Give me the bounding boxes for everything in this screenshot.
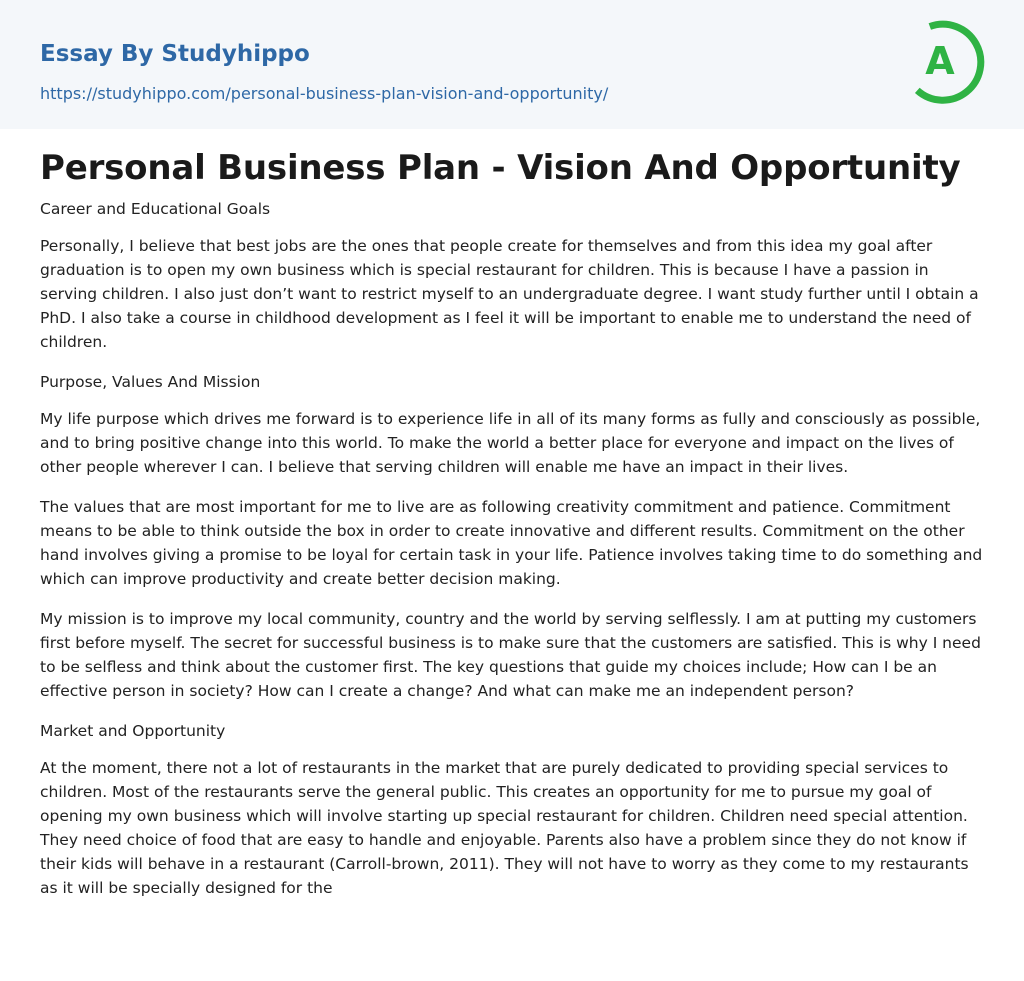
section-heading-market: Market and Opportunity — [40, 722, 226, 740]
site-header — [0, 0, 1024, 129]
source-url-link[interactable]: https://studyhippo.com/personal-business-plan-vision-and-opportunity/ — [40, 84, 609, 103]
studyhippo-logo-icon[interactable] — [912, 19, 988, 105]
section-heading-career: Career and Educational Goals — [40, 200, 271, 218]
section-heading-purpose: Purpose, Values And Mission — [40, 373, 261, 391]
brand-title[interactable]: Essay By Studyhippo — [40, 41, 310, 67]
paragraph-purpose: My life purpose which drives me forward is to experience life in all of its many forms as fully and consciously as possible, and to bring positive change into this world. To make the world a better place for everyone and impact on the lives of other people wherever I can. I believe that serving children will enable me have an impact in their lives. — [40, 410, 981, 476]
essay-content — [40, 145, 986, 900]
paragraph-values: The values that are most important for me to live are as following creativity commitment and patience. Commitment means to be able to think outside the box in order to create innovative and different results. Commitment on the other hand involves giving a promise to be loyal for certain task in your life. Patience involves taking time to do something and which can improve productivity and create better decision making. — [40, 498, 983, 588]
paragraph-mission: My mission is to improve my local community, country and the world by serving selflessly. I am at putting my customers first before myself. The secret for successful business is to make sure that the customers are satisfied. This is why I need to be selfless and think about the customer first. The key questions that guide my choices include; How can I be an effective person in society? How can I create a change? And what can make me an independent person? — [40, 610, 981, 700]
paragraph-career: Personally, I believe that best jobs are the ones that people create for themselves and from this idea my goal after graduation is to open my own business which is special restaurant for children. This is because I have a passion in serving children. I also just don’t want to restrict myself to an undergraduate degree. I want study further until I obtain a PhD. I also take a course in childhood development as I feel it will be important to enable me to understand the need of children. — [40, 237, 979, 351]
paragraph-market: At the moment, there not a lot of restaurants in the market that are purely dedicated to providing special services to children. Most of the restaurants serve the general public. This creates an opportunity for me to pursue my goal of opening my own business which will involve starting up special restaurant for children. Children need special attention. They need choice of food that are easy to handle and enjoyable. Parents also have a problem since they do not know if their kids will behave in a restaurant (Carroll-brown, 2011). They will not have to worry as they come to my restaurants as it will be specially designed for the — [40, 759, 969, 897]
page-title: Personal Business Plan - Vision And Opportunity — [40, 148, 961, 188]
logo-letter: A — [925, 39, 955, 83]
